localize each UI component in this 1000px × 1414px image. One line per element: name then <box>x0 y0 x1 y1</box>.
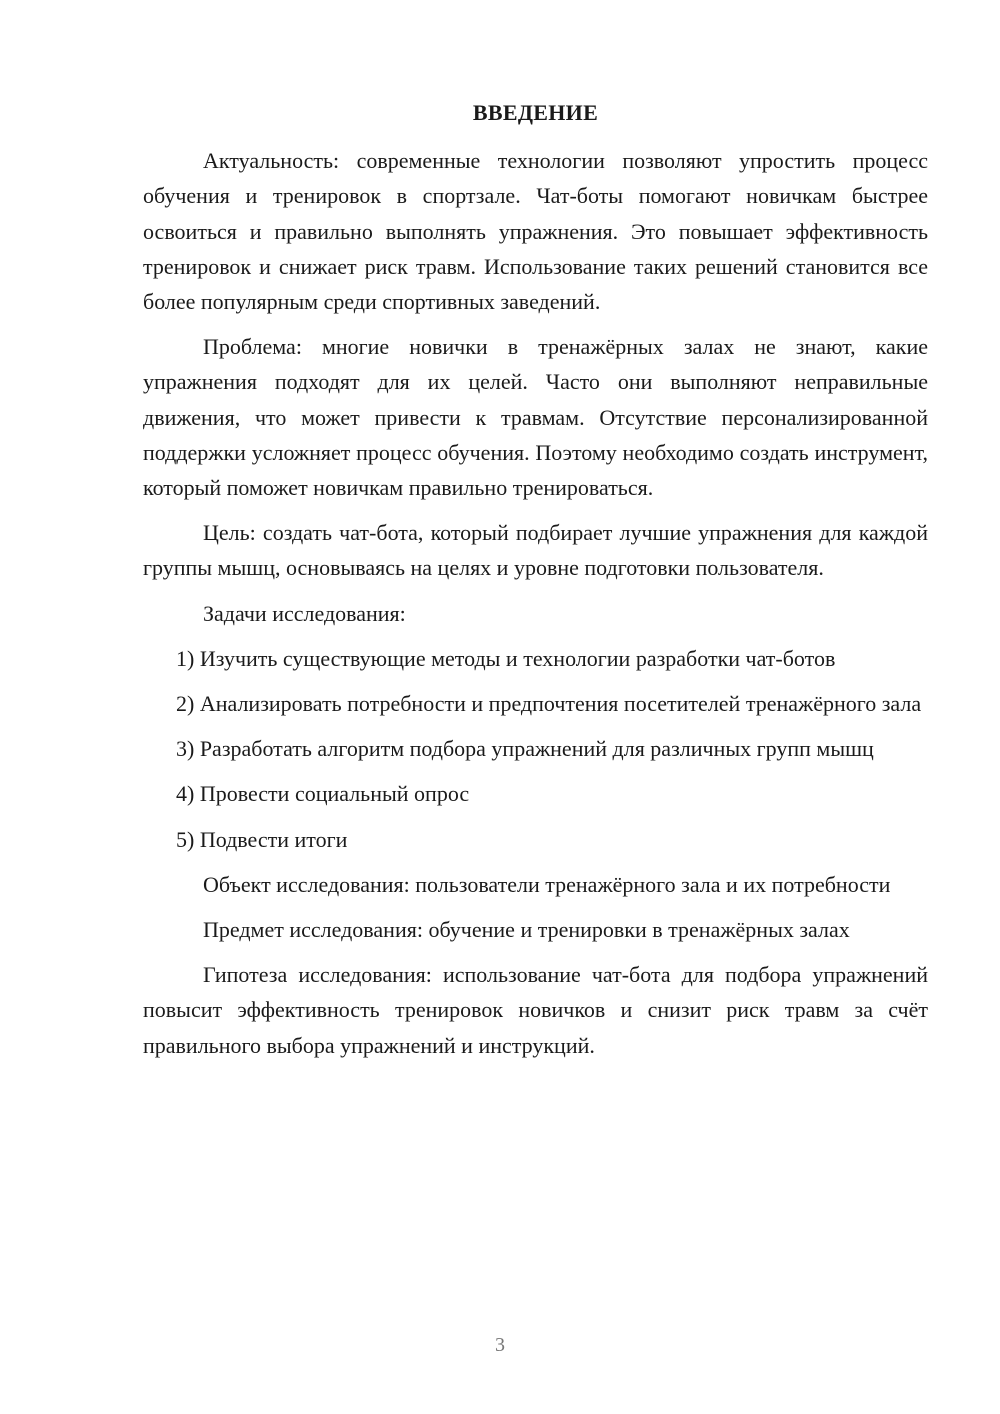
list-item: 2) Анализировать потребности и предпочтения посетителей тренажёрного зала <box>176 691 922 717</box>
list-item: 5) Подвести итоги <box>176 826 348 852</box>
list-item: 1) Изучить существующие методы и технологии разработки чат-ботов <box>176 645 836 671</box>
paragraph-subject: Предмет исследования: обучение и тренировки в тренажёрных залах <box>203 917 850 943</box>
paragraph-object: Объект исследования: пользователи тренажёрного зала и их потребности <box>203 871 891 897</box>
list-item: 4) Провести социальный опрос <box>176 781 470 807</box>
paragraph-relevance: Актуальность: современные технологии позволяют упростить процесс обучения и тренировок в спортзале. Чат-боты помогают новичкам быстрее освоиться и правильно выполнять упражнения. Это повышает эффективность тренировок и снижает риск травм. Использование таких решений становится все более популярным среди спортивных заведений. <box>143 148 928 315</box>
document-page <box>143 95 928 1073</box>
list-item: 3) Разработать алгоритм подбора упражнений для различных групп мышц <box>176 736 874 762</box>
tasks-list <box>143 641 928 857</box>
page-number: 3 <box>495 1334 505 1356</box>
page-title: ВВЕДЕНИЕ <box>472 100 599 125</box>
paragraph-problem: Проблема: многие новички в тренажёрных залах не знают, какие упражнения подходят для их целей. Часто они выполняют неправильные движения, что может привести к травмам. Отсутствие персонализированной поддержки усложняет процесс обучения. Поэтому необходимо создать инструмент, который поможет новичкам правильно тренироваться. <box>143 334 928 501</box>
paragraph-hypothesis: Гипотеза исследования: использование чат-бота для подбора упражнений повысит эффективность тренировок новичков и снизит риск травм за счёт правильного выбора упражнений и инструкций. <box>143 962 928 1058</box>
paragraph-goal: Цель: создать чат-бота, который подбирает лучшие упражнения для каждой группы мышц, основываясь на целях и уровне подготовки пользователя. <box>143 520 928 581</box>
tasks-heading: Задачи исследования: <box>203 600 406 626</box>
